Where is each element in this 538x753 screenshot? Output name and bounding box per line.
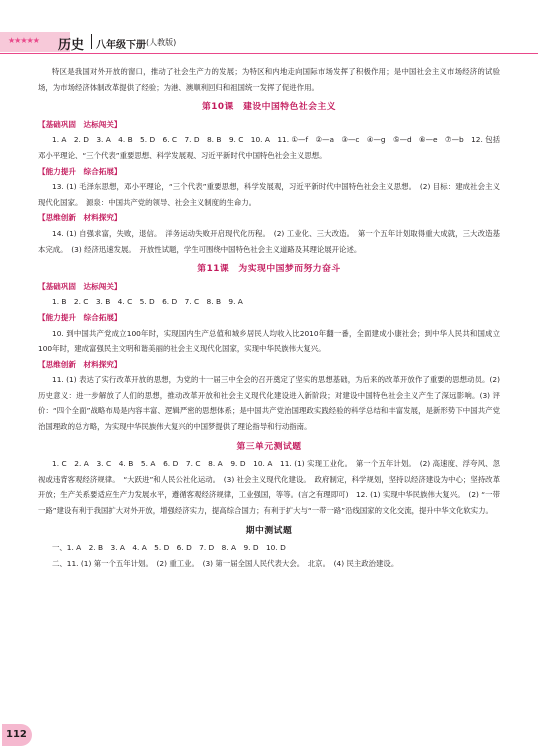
- header-stars-icon: ★★★★★: [8, 36, 39, 45]
- midterm-part2-answers: 二、11. (1) 第一个五年计划。 (2) 重工业。 (3) 第一届全国人民代表大会。 北京。 (4) 民主政治建设。: [52, 558, 399, 568]
- answer-content: [38, 64, 500, 571]
- page-number-tab: [0, 724, 38, 746]
- intro-paragraph: 特区是我国对外开放的窗口，推动了社会生产力的发展；为特区和内地走向国际市场发挥了积极作用；是中国社会主义市场经济的试验场，为市场经济体制改革提供了经验；为港、澳顺利回归和祖国统一发挥了促进作用。: [38, 67, 500, 92]
- lesson11-thinking-heading: 【思维创新 材料探究】: [38, 359, 122, 369]
- lesson11-thinking-answers: 11. (1) 表达了实行改革开放的思想，为党的十一届三中全会的召开奠定了坚实的思想基础，为后来的改革开放作了重要的思想动员。(2) 历史意义：进一步解放了人们的思想，推动改革开放和社会主义现代化建设进入新阶段；对建设中国特色社会主义产生了深远影响。(3) 评价：“四个全面”战略布局是内容丰富、逻辑严密的思想体系；是中国共产党治国理政实践经验的科学总结和丰富发展，是新形势下中国共产党治国理政的总方略，为实现中华民族伟大复兴的中国梦提供了理论指导和行动指南。: [38, 375, 500, 432]
- header-divider: [91, 34, 92, 49]
- lesson10-basic-heading: 【基础巩固 达标闯关】: [38, 119, 122, 129]
- unit3-test-answers: 1. C 2. A 3. C 4. B 5. A 6. D 7. C 8. A 9. D 10. A 11. (1) 实现工业化。 第一个五年计划。 (2) 高速度、浮夸风、忽视或违背客观经济规律。 “大跃进”和人民公社化运动。 (3) 社会主义现代化建设。 政府制定，科学规划，坚持以经济建设为中心；坚持改革开放；生产关系要适应生产力发展水平，遵循客观经济规律，工业强国，等等。(言之有理即可) 12. (1) 实现中华民族伟大复兴。 (2) “一带一路”建设有利于我国扩大对外开放，增强经济实力，提高综合国力；有利于扩大与“一带一路”沿线国家的文化交流，提升中华文化软实力。: [38, 459, 500, 516]
- page-header: [0, 32, 538, 54]
- header-grade: 八年级下册: [96, 40, 146, 51]
- header-rule: [0, 53, 538, 54]
- lesson10-ability-heading: 【能力提升 综合拓展】: [38, 166, 122, 176]
- unit3-test-title: 第三单元测试题: [236, 441, 302, 452]
- lesson11-ability-heading: 【能力提升 综合拓展】: [38, 312, 122, 322]
- midterm-part1-answers: 一、1. A 2. B 3. A 4. A 5. D 6. D 7. D 8. A 9. D 10. D: [52, 543, 286, 553]
- midterm-test-title: 期中测试题: [245, 525, 293, 536]
- lesson10-basic-answers: 1. A 2. D 3. A 4. B 5. D 6. C 7. D 8. B 9. C 10. A 11. ①—f ②—a ③—c ④—g ⑤—d ⑥—e ⑦—b 12. 包括邓小平理论、“三个代表”重要思想、科学发展观、习近平新时代中国特色社会主义思想。: [38, 135, 500, 160]
- lesson11-basic-heading: 【基础巩固 达标闯关】: [38, 281, 122, 291]
- lesson11-basic-answers: 1. B 2. C 3. B 4. C 5. D 6. D 7. C 8. B 9. A: [52, 297, 243, 307]
- header-subject: 历史: [58, 38, 85, 53]
- lesson10-thinking-answers: 14. (1) 自强求富，失败，退信。 洋务运动失败开启现代化历程。 (2) 工业化、三大改造。 第一个五年计划取得重大成就，三大改造基本完成。 (3) 经济迅速发展。 开放性试题，学生可围绕中国特色社会主义道路及其理论展开论述。: [38, 228, 500, 254]
- lesson10-ability-answers: 13. (1) 毛泽东思想，邓小平理论，“三个代表”重要思想，科学发展观，习近平新时代中国特色社会主义思想。 (2) 目标：建成社会主义现代化国家。 源泉：中国共产党的领导、社会主义制度的生命力。: [38, 182, 500, 207]
- lesson10-thinking-heading: 【思维创新 材料探究】: [38, 213, 122, 223]
- lesson11-title: 第11课 为实现中国梦而努力奋斗: [197, 264, 341, 275]
- page-number: 112: [6, 729, 27, 740]
- lesson10-title: 第10课 建设中国特色社会主义: [201, 102, 337, 113]
- header-edition: (人教版): [146, 38, 177, 47]
- lesson11-ability-answers: 10. 到中国共产党成立100年时，实现国内生产总值和城乡居民人均收入比2010年翻一番，全面建成小康社会；到中华人民共和国成立100年时，建成富强民主文明和谐美丽的社会主义现代化国家，实现中华民族伟大复兴。: [38, 328, 500, 354]
